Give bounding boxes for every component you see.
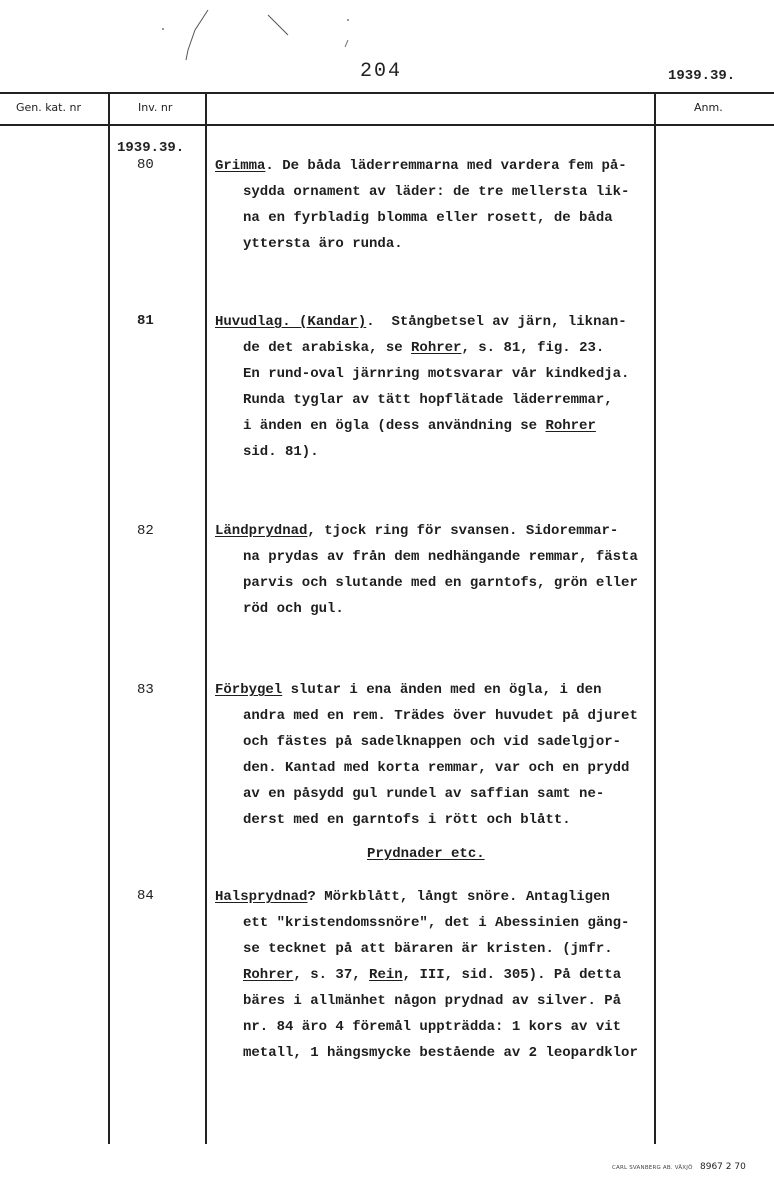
entry-line (243, 967, 621, 983)
entry-text: , III, sid. 305). På detta (402, 967, 622, 983)
item-title: Halsprydnad (215, 889, 308, 905)
table-top-rule (0, 92, 774, 94)
item-title: Grimma (215, 158, 266, 174)
form-code: 8967 2 70 (700, 1162, 746, 1172)
entry-text: , s. 37, (293, 967, 370, 983)
entry-line: den. Kantad med korta remmar, var och en prydd (243, 760, 630, 776)
entry-line: derst med en garntofs i rött och blått. (243, 812, 571, 828)
entry-line (215, 682, 601, 698)
entry-number: 82 (137, 523, 154, 539)
inv-prefix: 1939.39. (117, 140, 185, 156)
column-divider-anm (654, 92, 656, 1144)
entry-line: parvis och slutande med en garntofs, grön eller (243, 575, 638, 591)
entry-number: 84 (137, 888, 154, 904)
entry-line (243, 418, 596, 434)
column-header-gen-kat: Gen. kat. nr (16, 101, 81, 114)
entry-number: 80 (137, 157, 154, 173)
page-number: 204 (360, 60, 403, 83)
entry-line: av en påsydd gul rundel av saffian samt ne- (243, 786, 605, 802)
item-title: Ländprydnad (215, 523, 308, 539)
entry-line: bäres i allmänhet någon prydnad av silver. På (243, 993, 622, 1009)
entry-text: de det arabiska, se (243, 340, 412, 356)
entry-text: , tjock ring för svansen. Sidoremmar- (307, 523, 619, 539)
entry-line (215, 889, 610, 905)
item-title: Förbygel (215, 682, 283, 698)
pencil-scribble-marks (150, 5, 370, 65)
entry-line: andra med en rem. Trädes över huvudet på djuret (243, 708, 638, 724)
section-heading: Prydnader etc. (367, 846, 485, 862)
reference-rohrer: Rohrer (545, 418, 596, 434)
entry-line: Runda tyglar av tätt hopflätade läderremmar, (243, 392, 613, 408)
column-header-inv: Inv. nr (138, 101, 173, 114)
column-divider-gen-kat (108, 92, 110, 1144)
entry-line: sydda ornament av läder: de tre mellersta lik- (243, 184, 630, 200)
entry-text: slutar i ena änden med en ögla, i den (282, 682, 602, 698)
entry-line (215, 523, 618, 539)
column-header-anm: Anm. (694, 101, 723, 114)
accession-header: 1939.39. (668, 68, 736, 84)
entry-line (215, 158, 627, 174)
entry-text: ? Mörkblått, långt snöre. Antagligen (307, 889, 610, 905)
entry-text: . Stångbetsel av järn, liknan- (366, 314, 627, 330)
entry-text: , s. 81, fig. 23. (461, 340, 605, 356)
reference-rein: Rein (369, 967, 403, 983)
entry-line: se tecknet på att bäraren är kristen. (jmfr. (243, 941, 613, 957)
entry-line: na en fyrbladig blomma eller rosett, de båda (243, 210, 613, 226)
reference-rohrer: Rohrer (411, 340, 462, 356)
item-title: Huvudlag. (Kandar) (215, 314, 367, 330)
entry-number: 81 (137, 313, 154, 329)
entry-line: sid. 81). (243, 444, 319, 460)
entry-line: na prydas av från dem nedhängande remmar, fästa (243, 549, 638, 565)
entry-line: yttersta äro runda. (243, 236, 403, 252)
entry-line: nr. 84 äro 4 föremål uppträdda: 1 kors av vit (243, 1019, 622, 1035)
printer-imprint: CARL SVANBERG AB. VÄXJÖ (612, 1165, 693, 1171)
table-header-rule (0, 124, 774, 126)
entry-line: och fästes på sadelknappen och vid sadelgjor- (243, 734, 622, 750)
entry-number: 83 (137, 682, 154, 698)
entry-line: ett "kristendomssnöre", det i Abessinien gäng- (243, 915, 630, 931)
column-divider-inv (205, 92, 207, 1144)
entry-line (243, 340, 604, 356)
entry-line: röd och gul. (243, 601, 344, 617)
entry-text: i änden en ögla (dess användning se (243, 418, 546, 434)
reference-rohrer: Rohrer (243, 967, 294, 983)
entry-line: metall, 1 hängsmycke bestående av 2 leopardklor (243, 1045, 638, 1061)
entry-line: En rund-oval järnring motsvarar vår kindkedja. (243, 366, 630, 382)
entry-line (215, 314, 627, 330)
entry-text: . De båda läderremmarna med vardera fem på- (265, 158, 627, 174)
